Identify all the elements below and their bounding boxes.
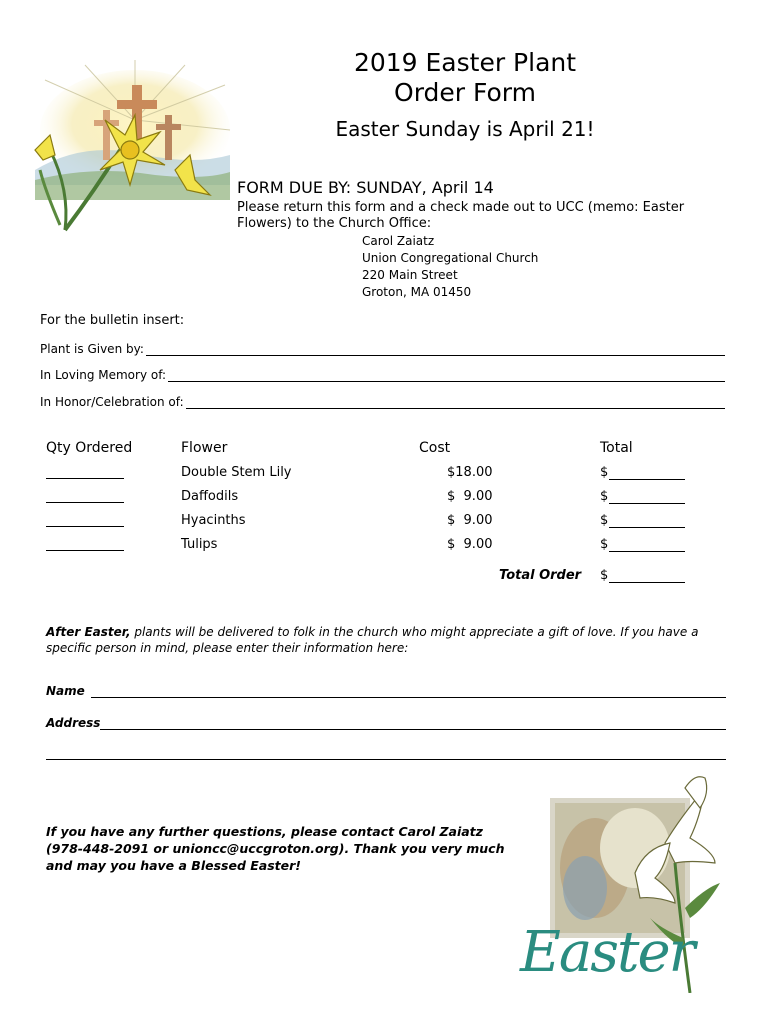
given-by-row <box>40 338 725 356</box>
dollar-sign: $ <box>600 465 609 480</box>
total-order-label: Total Order <box>499 568 582 583</box>
easter-date-subtitle: Easter Sunday is April 21! <box>335 117 595 141</box>
due-date: FORM DUE BY: SUNDAY, April 14 <box>237 178 494 197</box>
memory-label: In Loving Memory of: <box>40 368 167 382</box>
address-line: Carol Zaiatz <box>362 234 435 248</box>
total-header: Total <box>600 440 633 456</box>
dollar-sign: $ <box>600 513 609 528</box>
qty-field-daffodils[interactable] <box>46 490 124 503</box>
dollar-sign: $ <box>600 537 609 552</box>
memory-row <box>40 364 725 382</box>
total-field-daffodils[interactable] <box>600 489 685 504</box>
recipient-address-label: Address <box>46 716 101 730</box>
easter-script-text: Easter <box>520 920 694 985</box>
flower-name: Hyacinths <box>181 513 246 528</box>
total-order-field[interactable] <box>600 568 685 583</box>
qty-field-tulips[interactable] <box>46 538 124 551</box>
flower-cost: $ 9.00 <box>447 537 493 552</box>
recipient-address-line2[interactable] <box>46 759 726 760</box>
qty-field-hyacinths[interactable] <box>46 514 124 527</box>
after-easter-lead: After Easter, <box>46 625 131 639</box>
dollar-sign: $ <box>600 489 609 504</box>
flower-name: Tulips <box>181 537 218 552</box>
return-instructions: Please return this form and a check made out to UCC (memo: Easter Flowers) to the Church Office: <box>237 200 685 231</box>
given-by-label: Plant is Given by: <box>40 342 144 356</box>
flower-cost: $ 9.00 <box>447 489 493 504</box>
given-by-field[interactable] <box>146 341 725 356</box>
honor-label: In Honor/Celebration of: <box>40 395 184 409</box>
honor-field[interactable] <box>186 394 725 409</box>
honor-row <box>40 391 725 409</box>
form-title-line2: Order Form <box>394 78 536 107</box>
after-easter-text: plants will be delivered to folk in the church who might appreciate a gift of love. If you have a specific person in mind, please enter their information here: <box>46 625 699 655</box>
address-line: Groton, MA 01450 <box>362 285 472 299</box>
church-address <box>362 233 538 301</box>
form-title-line1: 2019 Easter Plant <box>353 48 577 77</box>
recipient-name-label: Name <box>46 684 85 698</box>
qty-header: Qty Ordered <box>46 440 133 456</box>
cross-daffodil-illustration <box>25 60 235 240</box>
address-line: Union Congregational Church <box>362 251 539 265</box>
memory-field[interactable] <box>168 367 725 382</box>
flower-name: Daffodils <box>181 489 239 504</box>
bulletin-section-title: For the bulletin insert: <box>40 313 185 328</box>
flower-header: Flower <box>181 440 228 456</box>
total-field-tulips[interactable] <box>600 537 685 552</box>
dollar-sign: $ <box>600 568 609 583</box>
recipient-name-row <box>46 680 726 698</box>
cost-header: Cost <box>419 440 451 456</box>
address-line: 220 Main Street <box>362 268 458 282</box>
qty-field-lily[interactable] <box>46 466 124 479</box>
recipient-name-field[interactable] <box>91 685 726 698</box>
total-field-hyacinths[interactable] <box>600 513 685 528</box>
total-field-lily[interactable] <box>600 465 685 480</box>
flower-name: Double Stem Lily <box>181 465 292 480</box>
flower-cost: $ 9.00 <box>447 513 493 528</box>
recipient-address-row <box>46 712 726 730</box>
flower-cost: $18.00 <box>447 465 493 480</box>
closing-message: If you have any further questions, please contact Carol Zaiatz (978-448-2091 or unioncc@uccgroton.org). Thank you very much and may you have a Blessed Easter! <box>46 824 505 873</box>
recipient-address-field[interactable] <box>100 717 726 730</box>
after-easter-note <box>46 624 716 656</box>
